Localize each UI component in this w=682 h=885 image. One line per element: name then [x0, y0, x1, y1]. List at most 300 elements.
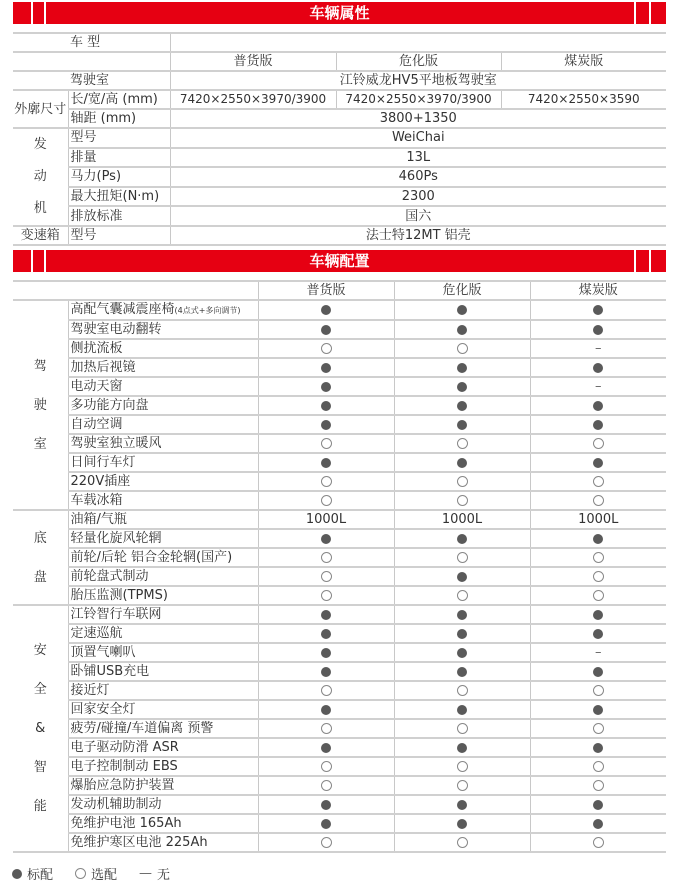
none-cell	[530, 339, 666, 358]
filled-dot-icon	[12, 869, 22, 879]
optional-cell	[394, 833, 530, 852]
feature-label	[68, 320, 258, 339]
hollow-dot-icon	[321, 837, 332, 848]
feature-name: 车载冰箱	[70, 493, 123, 508]
optional-cell	[258, 567, 394, 586]
standard-cell	[394, 605, 530, 624]
filled-dot-icon	[593, 819, 603, 829]
filled-dot-icon	[593, 667, 603, 677]
hollow-dot-icon	[457, 438, 468, 449]
feature-name: 回家安全灯	[70, 702, 136, 717]
filled-dot-icon	[321, 458, 331, 468]
optional-cell	[530, 719, 666, 738]
legend	[12, 864, 170, 883]
filled-dot-icon	[457, 534, 467, 544]
standard-cell	[258, 300, 394, 320]
standard-cell	[530, 814, 666, 833]
feature-label	[68, 529, 258, 548]
feature-name: 日间行车灯	[70, 455, 136, 470]
table-row	[13, 71, 666, 90]
hollow-dot-icon	[75, 868, 86, 879]
table-row	[13, 814, 666, 833]
optional-cell	[394, 434, 530, 453]
table-row	[13, 700, 666, 719]
feature-name: 电子控制制动 EBS	[70, 759, 178, 774]
standard-cell	[394, 700, 530, 719]
filled-dot-icon	[321, 667, 331, 677]
feature-name: 轻量化旋风轮辋	[70, 531, 162, 546]
group-label: 底盘	[33, 530, 47, 585]
feature-name: 侧扰流板	[70, 341, 123, 356]
hollow-dot-icon	[457, 723, 468, 734]
table-row	[13, 738, 666, 757]
hollow-dot-icon	[593, 571, 604, 582]
standard-cell	[394, 662, 530, 681]
feature-name: 免维护电池 165Ah	[70, 816, 182, 831]
hollow-dot-icon	[457, 343, 468, 354]
hollow-dot-icon	[593, 476, 604, 487]
optional-cell	[530, 548, 666, 567]
filled-dot-icon	[593, 610, 603, 620]
standard-cell	[530, 795, 666, 814]
standard-cell	[530, 624, 666, 643]
feature-name: 前轮/后轮 铝合金轮辋(国产)	[70, 550, 233, 565]
table-row	[13, 109, 666, 128]
optional-cell	[394, 339, 530, 358]
feature-label	[68, 491, 258, 510]
feature-name: 接近灯	[70, 683, 110, 698]
feature-label	[68, 700, 258, 719]
standard-cell	[530, 700, 666, 719]
none-cell	[530, 377, 666, 396]
feature-label	[68, 643, 258, 662]
feature-name: 疲劳/碰撞/车道偏离 预警	[70, 721, 214, 736]
lwh-label: 长/宽/高 (mm)	[68, 90, 170, 109]
optional-cell	[394, 491, 530, 510]
dash-icon: –	[595, 341, 602, 356]
table-row	[13, 339, 666, 358]
optional-cell	[258, 586, 394, 605]
filled-dot-icon	[593, 305, 603, 315]
engine-value: 国六	[170, 206, 666, 226]
table-row	[13, 128, 666, 148]
feature-name: 卧铺USB充电	[70, 664, 150, 679]
feature-label	[68, 300, 258, 320]
feature-label	[68, 795, 258, 814]
hollow-dot-icon	[321, 552, 332, 563]
dash-icon: –	[595, 645, 602, 660]
engine-label: 型号	[68, 128, 170, 148]
table-row	[13, 453, 666, 472]
filled-dot-icon	[321, 305, 331, 315]
standard-cell	[258, 624, 394, 643]
feature-name: 高配气囊减震座椅	[70, 302, 175, 317]
feature-label	[68, 757, 258, 776]
filled-dot-icon	[321, 534, 331, 544]
hollow-dot-icon	[457, 476, 468, 487]
standard-cell	[258, 814, 394, 833]
standard-cell	[530, 358, 666, 377]
optional-cell	[258, 776, 394, 795]
table-row	[13, 320, 666, 339]
table-row	[13, 833, 666, 852]
optional-cell	[394, 586, 530, 605]
feature-name: 驾驶室独立暖风	[70, 436, 162, 451]
engine-label: 排放标准	[68, 206, 170, 226]
optional-cell	[258, 757, 394, 776]
table-row	[13, 795, 666, 814]
hollow-dot-icon	[593, 495, 604, 506]
hollow-dot-icon	[593, 780, 604, 791]
standard-cell	[394, 624, 530, 643]
filled-dot-icon	[321, 743, 331, 753]
feature-label	[68, 605, 258, 624]
feature-name: 前轮盘式制动	[70, 569, 149, 584]
standard-cell	[394, 529, 530, 548]
hollow-dot-icon	[593, 552, 604, 563]
optional-cell	[258, 833, 394, 852]
feature-name: 油箱/气瓶	[70, 512, 127, 527]
feature-label	[68, 814, 258, 833]
hollow-dot-icon	[321, 476, 332, 487]
hollow-dot-icon	[321, 438, 332, 449]
standard-cell	[258, 453, 394, 472]
hollow-dot-icon	[457, 590, 468, 601]
filled-dot-icon	[321, 800, 331, 810]
version-header: 煤炭版	[530, 281, 666, 300]
hollow-dot-icon	[593, 837, 604, 848]
version-header: 危化版	[336, 52, 501, 71]
feature-name: 江铃智行车联网	[70, 607, 162, 622]
feature-name: 220V插座	[70, 474, 131, 489]
lwh-value: 7420×2550×3590	[501, 90, 666, 109]
filled-dot-icon	[457, 572, 467, 582]
filled-dot-icon	[321, 648, 331, 658]
table-row	[13, 300, 666, 320]
feature-label	[68, 339, 258, 358]
version-header: 普货版	[170, 52, 336, 71]
standard-cell	[530, 662, 666, 681]
optional-cell	[530, 434, 666, 453]
feature-label	[68, 738, 258, 757]
hollow-dot-icon	[321, 723, 332, 734]
table-row	[13, 472, 666, 491]
standard-cell	[258, 795, 394, 814]
feature-label	[68, 662, 258, 681]
version-header: 普货版	[258, 281, 394, 300]
standard-cell	[394, 814, 530, 833]
filled-dot-icon	[593, 743, 603, 753]
standard-cell	[530, 396, 666, 415]
standard-cell	[394, 396, 530, 415]
standard-cell	[530, 529, 666, 548]
hollow-dot-icon	[593, 685, 604, 696]
table-row	[13, 586, 666, 605]
standard-cell	[394, 643, 530, 662]
feature-label	[68, 548, 258, 567]
feature-name: 电子驱动防滑 ASR	[70, 740, 179, 755]
standard-cell	[394, 738, 530, 757]
feature-note: (4点式+多向调节)	[174, 306, 241, 315]
feature-name: 顶置气喇叭	[70, 645, 136, 660]
filled-dot-icon	[457, 610, 467, 620]
filled-dot-icon	[457, 305, 467, 315]
standard-cell	[258, 396, 394, 415]
optional-cell	[258, 548, 394, 567]
optional-cell	[394, 472, 530, 491]
standard-cell	[258, 700, 394, 719]
value-cell: 1000L	[394, 510, 530, 529]
filled-dot-icon	[593, 420, 603, 430]
table-row	[13, 776, 666, 795]
hollow-dot-icon	[321, 685, 332, 696]
standard-cell	[394, 453, 530, 472]
group-label: 驾驶室	[33, 358, 47, 452]
hollow-dot-icon	[457, 552, 468, 563]
feature-label	[68, 434, 258, 453]
table-row	[13, 719, 666, 738]
hollow-dot-icon	[321, 571, 332, 582]
table-row	[13, 624, 666, 643]
feature-label	[68, 681, 258, 700]
feature-name: 驾驶室电动翻转	[70, 322, 162, 337]
standard-cell	[394, 377, 530, 396]
optional-cell	[530, 567, 666, 586]
filled-dot-icon	[321, 629, 331, 639]
table-row	[13, 90, 666, 109]
feature-label	[68, 358, 258, 377]
wheelbase-label: 轴距 (mm)	[68, 109, 170, 128]
hollow-dot-icon	[593, 723, 604, 734]
section-title: 车辆属性	[309, 4, 370, 22]
optional-cell	[258, 719, 394, 738]
table-row	[13, 167, 666, 187]
standard-cell	[530, 605, 666, 624]
hollow-dot-icon	[321, 495, 332, 506]
standard-cell	[394, 567, 530, 586]
filled-dot-icon	[457, 363, 467, 373]
feature-label	[68, 472, 258, 491]
feature-label	[68, 567, 258, 586]
gearbox-value: 法士特12MT 铝壳	[170, 226, 666, 245]
filled-dot-icon	[457, 705, 467, 715]
filled-dot-icon	[457, 819, 467, 829]
feature-label	[68, 510, 258, 529]
version-header: 煤炭版	[501, 52, 666, 71]
group-label: 安全&智能	[33, 643, 47, 814]
table-row	[13, 662, 666, 681]
standard-cell	[258, 529, 394, 548]
feature-name: 免维护寒区电池 225Ah	[70, 835, 208, 850]
gearbox-label: 型号	[68, 226, 170, 245]
optional-cell	[530, 757, 666, 776]
optional-cell	[530, 776, 666, 795]
standard-cell	[530, 738, 666, 757]
filled-dot-icon	[457, 325, 467, 335]
engine-value: 13L	[170, 148, 666, 168]
standard-cell	[258, 320, 394, 339]
none-cell	[530, 643, 666, 662]
filled-dot-icon	[593, 705, 603, 715]
filled-dot-icon	[593, 629, 603, 639]
hollow-dot-icon	[593, 761, 604, 772]
table-row	[13, 757, 666, 776]
table-row	[13, 206, 666, 226]
standard-cell	[394, 795, 530, 814]
optional-cell	[258, 472, 394, 491]
feature-name: 爆胎应急防护装置	[70, 778, 175, 793]
engine-value: 2300	[170, 187, 666, 207]
wheelbase-value: 3800+1350	[170, 109, 666, 128]
filled-dot-icon	[321, 363, 331, 373]
filled-dot-icon	[457, 648, 467, 658]
optional-cell	[258, 339, 394, 358]
filled-dot-icon	[457, 743, 467, 753]
filled-dot-icon	[321, 420, 331, 430]
legend-standard: 标配	[12, 864, 53, 883]
model-label: 车 型	[13, 33, 170, 52]
optional-cell	[530, 586, 666, 605]
feature-label	[68, 586, 258, 605]
standard-cell	[258, 643, 394, 662]
filled-dot-icon	[321, 705, 331, 715]
table-row	[13, 491, 666, 510]
table-row	[13, 52, 666, 71]
feature-label	[68, 719, 258, 738]
standard-cell	[394, 358, 530, 377]
filled-dot-icon	[593, 800, 603, 810]
table-header-row	[13, 281, 666, 300]
filled-dot-icon	[593, 363, 603, 373]
gearbox-group: 变速箱	[13, 226, 68, 245]
optional-cell	[258, 681, 394, 700]
optional-cell	[530, 833, 666, 852]
standard-cell	[258, 358, 394, 377]
legend-optional: 选配	[75, 864, 117, 883]
filled-dot-icon	[457, 420, 467, 430]
filled-dot-icon	[457, 382, 467, 392]
hollow-dot-icon	[593, 438, 604, 449]
table-row	[13, 510, 666, 529]
vehicle-configuration-banner	[13, 250, 666, 272]
standard-cell	[394, 300, 530, 320]
standard-cell	[530, 415, 666, 434]
table-row	[13, 567, 666, 586]
dimensions-group: 外廓尺寸	[13, 90, 68, 128]
standard-cell	[530, 453, 666, 472]
table-row	[13, 396, 666, 415]
feature-label	[68, 833, 258, 852]
hollow-dot-icon	[321, 780, 332, 791]
filled-dot-icon	[321, 382, 331, 392]
feature-name: 定速巡航	[70, 626, 123, 641]
engine-label: 最大扭矩(N·m)	[68, 187, 170, 207]
table-row	[13, 643, 666, 662]
dash-icon: –	[595, 379, 602, 394]
standard-cell	[258, 738, 394, 757]
hollow-dot-icon	[457, 837, 468, 848]
value-cell: 1000L	[530, 510, 666, 529]
table-row	[13, 226, 666, 245]
value-cell: 1000L	[258, 510, 394, 529]
lwh-value: 7420×2550×3970/3900	[336, 90, 501, 109]
feature-label	[68, 776, 258, 795]
table-row	[13, 548, 666, 567]
optional-cell	[530, 472, 666, 491]
legend-none: — 无	[139, 866, 171, 883]
filled-dot-icon	[457, 629, 467, 639]
engine-group: 发动机	[33, 137, 47, 216]
hollow-dot-icon	[321, 343, 332, 354]
filled-dot-icon	[593, 401, 603, 411]
feature-name: 多功能方向盘	[70, 398, 149, 413]
optional-cell	[394, 757, 530, 776]
filled-dot-icon	[593, 458, 603, 468]
standard-cell	[394, 320, 530, 339]
filled-dot-icon	[321, 610, 331, 620]
engine-value: 460Ps	[170, 167, 666, 187]
hollow-dot-icon	[457, 780, 468, 791]
feature-name: 加热后视镜	[70, 360, 136, 375]
lwh-value: 7420×2550×3970/3900	[170, 90, 336, 109]
filled-dot-icon	[457, 800, 467, 810]
feature-label	[68, 453, 258, 472]
feature-label	[68, 396, 258, 415]
filled-dot-icon	[593, 325, 603, 335]
filled-dot-icon	[321, 325, 331, 335]
filled-dot-icon	[457, 667, 467, 677]
feature-name: 自动空调	[70, 417, 123, 432]
table-row	[13, 33, 666, 52]
cab-value: 江铃威龙HV5平地板驾驶室	[170, 71, 666, 90]
standard-cell	[394, 415, 530, 434]
optional-cell	[530, 681, 666, 700]
hollow-dot-icon	[593, 590, 604, 601]
feature-name: 发动机辅助制动	[70, 797, 162, 812]
feature-label	[68, 377, 258, 396]
table-row	[13, 529, 666, 548]
optional-cell	[394, 681, 530, 700]
cab-label: 驾驶室	[13, 71, 170, 90]
table-row	[13, 605, 666, 624]
filled-dot-icon	[457, 401, 467, 411]
engine-value: WeiChai	[170, 128, 666, 148]
standard-cell	[258, 377, 394, 396]
table-row	[13, 415, 666, 434]
optional-cell	[530, 491, 666, 510]
filled-dot-icon	[321, 401, 331, 411]
optional-cell	[394, 548, 530, 567]
standard-cell	[258, 605, 394, 624]
hollow-dot-icon	[321, 761, 332, 772]
standard-cell	[530, 300, 666, 320]
table-row	[13, 187, 666, 207]
standard-cell	[530, 320, 666, 339]
configuration-table	[13, 280, 666, 853]
table-row	[13, 148, 666, 168]
engine-label: 排量	[68, 148, 170, 168]
table-row	[13, 434, 666, 453]
section-title: 车辆配置	[309, 252, 370, 270]
standard-cell	[258, 415, 394, 434]
filled-dot-icon	[321, 819, 331, 829]
hollow-dot-icon	[321, 590, 332, 601]
hollow-dot-icon	[457, 495, 468, 506]
attributes-table	[13, 32, 666, 246]
table-row	[13, 377, 666, 396]
optional-cell	[394, 776, 530, 795]
optional-cell	[394, 719, 530, 738]
